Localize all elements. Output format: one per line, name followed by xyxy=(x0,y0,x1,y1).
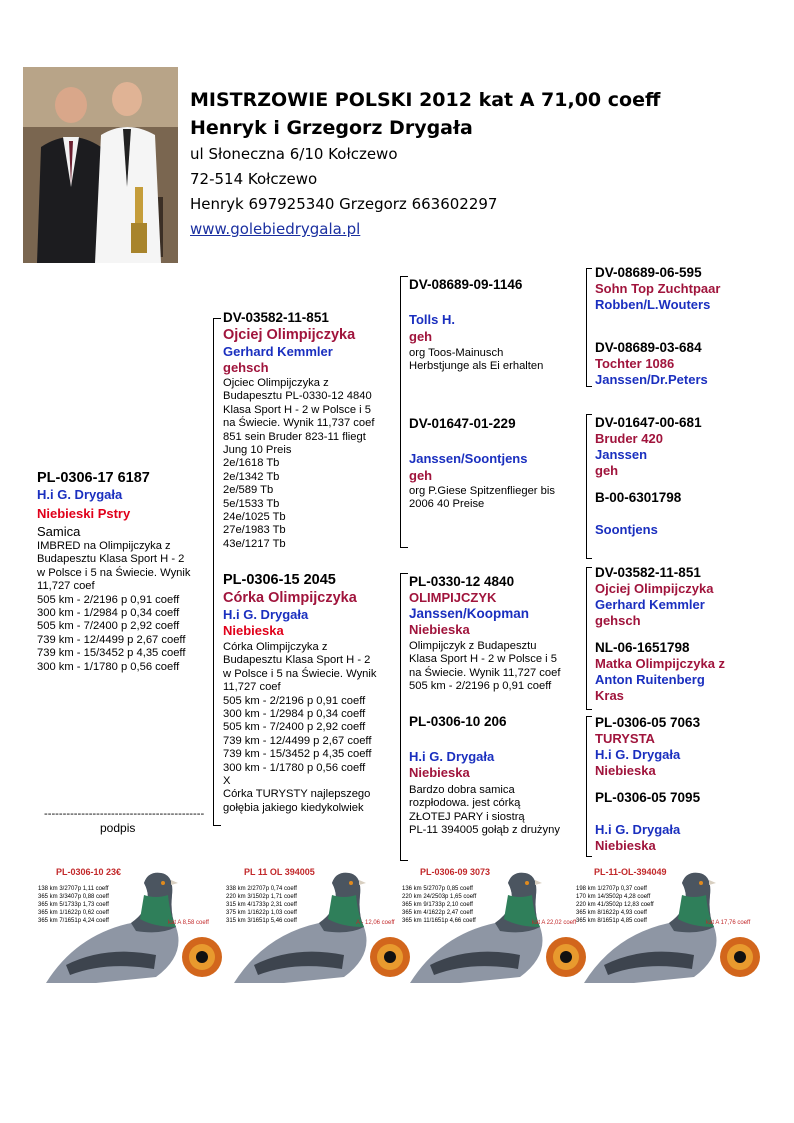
bracket-tick xyxy=(586,414,592,415)
gg-6 xyxy=(595,640,725,704)
gg-2-line2: Janssen/Dr.Peters xyxy=(595,372,708,387)
bracket-tick xyxy=(586,558,592,559)
bracket-tick xyxy=(586,268,592,269)
gg-1-line1: Sohn Top Zuchtpaar xyxy=(595,281,721,296)
pigeon-photo-label: PL 11 OL 394005 xyxy=(244,867,315,877)
fm-color: geh xyxy=(409,468,433,483)
mf-name: OLIMPIJCZYK xyxy=(409,590,497,605)
mf-notes: Olimpijczyk z Budapesztu Klasa Sport H - 2 w Polsce i 5 na Świecie. Wynik 11,727 coef 505 km - 2/2196 p 0,91 coeff xyxy=(409,640,561,693)
gg-3-line1: Bruder 420 xyxy=(595,431,663,446)
gg-6-line2: Anton Ruitenberg xyxy=(595,672,705,687)
bracket-tick xyxy=(586,386,592,387)
phones: Henryk 697925340 Grzegorz 663602297 xyxy=(190,195,498,213)
ff-color: geh xyxy=(409,329,433,344)
owners-photo xyxy=(23,67,178,263)
pigeon-photo-card xyxy=(574,865,766,985)
main-color: Niebieski Pstry xyxy=(37,506,131,521)
gg-8-line1: H.i G. Drygała xyxy=(595,822,681,837)
father xyxy=(223,310,374,551)
gg-2-line1: Tochter 1086 xyxy=(595,356,675,371)
mother-ring: PL-0306-15 2045 xyxy=(223,572,336,588)
pigeon-photo-stats: 136 km 5/2707p 0,85 coeff 220 km 24/2503p 1,65 coeff 365 km 9/1733p 2,10 coeff 365 km 4/1622p 2,47 coeff 365 km 11/1651p 4,66 coeff xyxy=(402,886,477,924)
gg-7-ring: PL-0306-05 7063 xyxy=(595,715,701,730)
mm-notes: Bardzo dobra samica rozpłodowa. jest córką ZŁOTEJ PARY i siostrą PL-11 394005 gołąb z drużyny xyxy=(409,784,560,837)
gg-6-ring: NL-06-1651798 xyxy=(595,640,690,655)
mother xyxy=(223,571,376,815)
bracket-tick xyxy=(400,547,408,548)
father-name: Ojciej Olimpijczyka xyxy=(223,327,356,343)
gg-8 xyxy=(595,790,700,854)
header xyxy=(190,86,660,242)
gg-5-line3: gehsch xyxy=(595,613,641,628)
fm-breeder: Janssen/Soontjens xyxy=(409,451,528,466)
gg-3-ring: DV-01647-00-681 xyxy=(595,415,702,430)
gg-7 xyxy=(595,715,700,779)
mf-ring: PL-0330-12 4840 xyxy=(409,574,515,589)
pigeon-photo-card xyxy=(224,865,416,985)
mother-color: Niebieska xyxy=(223,623,284,638)
main-notes: IMBRED na Olimpijczyka z Budapesztu Klasa Sport H - 2 w Polsce i 5 na Świecie. Wynik 11,727 coef 505 km - 2/2196 p 0,91 coeff 300 km - 1/2984 p 0,34 coeff 505 km - 7/2400 p 2,92 coeff 739 km - 12/4499 p 2,67 coeff 739 km - 15/3452 p 4,35 coeff 300 km - 1/1780 p 0,56 coeff xyxy=(37,540,191,673)
gg-4-line1: Soontjens xyxy=(595,522,658,537)
gg-7-line2: H.i G. Drygała xyxy=(595,747,681,762)
mm-ring: PL-0306-10 206 xyxy=(409,714,507,729)
pigeon-photo-label: PL-11-OL-394049 xyxy=(594,867,667,877)
bracket-parents xyxy=(213,318,214,825)
bracket-tick xyxy=(400,860,408,861)
bracket-ff-parents xyxy=(586,268,587,386)
bracket-tick xyxy=(586,856,592,857)
pigeon-photo-stats: 198 km 1/2707p 0,37 coeff 170 km 14/3502p 4,28 coeff 220 km 41/3502p 12,83 coeff 365 km 8/1622p 4,93 coeff 365 km 8/1651p 4,85 coeff xyxy=(576,886,654,924)
gg-5-ring: DV-03582-11-851 xyxy=(595,565,701,580)
bracket-father-parents xyxy=(400,276,401,547)
bracket-tick xyxy=(213,825,221,826)
mm-owner: H.i G. Drygała xyxy=(409,749,495,764)
mother-father xyxy=(409,574,560,694)
gg-2 xyxy=(595,340,708,388)
ff-ring: DV-08689-09-1146 xyxy=(409,277,523,292)
gg-6-line1: Matka Olimpijczyka z xyxy=(595,656,726,671)
bracket-mf-parents xyxy=(586,567,587,709)
ff-notes: org Toos-Mainusch Herbstjunge als Ei erhalten xyxy=(409,347,544,373)
mother-owner: H.i G. Drygała xyxy=(223,607,309,622)
pigeon-photo-label: PL-0306-09 3073 xyxy=(420,867,491,877)
bracket-tick xyxy=(586,716,592,717)
signature-label: podpis xyxy=(100,821,136,835)
gg-5-line2: Gerhard Kemmler xyxy=(595,597,705,612)
gg-1-line2: Robben/L.Wouters xyxy=(595,297,711,312)
website-link[interactable]: www.golebiedrygala.pl xyxy=(190,220,361,238)
bracket-tick xyxy=(400,276,408,277)
bracket-tick xyxy=(213,318,221,319)
fm-ring: DV-01647-01-229 xyxy=(409,416,516,431)
fm-notes: org P.Giese Spitzenflieger bis 2006 40 Preise xyxy=(409,485,555,511)
father-color: gehsch xyxy=(223,360,269,375)
gg-7-line1: TURYSTA xyxy=(595,731,655,746)
owners-photo-image xyxy=(23,67,178,263)
bracket-mm-parents xyxy=(586,716,587,856)
pigeon-photo-stats: 338 km 2/2707p 0,74 coeff 220 km 3/1502p 1,71 coeff 315 km 4/1733p 2,31 coeff 375 km 1/1622p 1,03 coeff 315 km 3/1651p 5,46 coeff xyxy=(226,886,297,924)
pigeon-photo-coeff: kat A 17,76 coeff xyxy=(706,920,751,926)
bracket-tick xyxy=(586,709,592,710)
page-title: MISTRZOWIE POLSKI 2012 kat A 71,00 coeff xyxy=(190,89,661,111)
pigeon-photo-coeff: kat A 8,58 coeff xyxy=(168,920,209,926)
owners-name: Henryk i Grzegorz Drygała xyxy=(190,117,473,139)
gg-4 xyxy=(595,490,681,538)
pigeon-photo-stats: 138 km 3/2707p 1,11 coeff 365 km 3/3407p 0,88 coeff 365 km 5/1733p 1,73 coeff 365 km 1/1622p 0,62 coeff 365 km 7/1651p 4,24 coeff xyxy=(38,886,109,924)
bracket-mother-parents xyxy=(400,573,401,860)
gg-5-line1: Ojciej Olimpijczyka xyxy=(595,581,714,596)
gg-7-line3: Niebieska xyxy=(595,763,656,778)
gg-3-line2: Janssen xyxy=(595,447,648,462)
mf-color: Niebieska xyxy=(409,622,470,637)
gg-4-ring: B-00-6301798 xyxy=(595,490,682,505)
gg-8-line2: Niebieska xyxy=(595,838,656,853)
father-ring: DV-03582-11-851 xyxy=(223,310,329,325)
signature-line: ------------------------------------------- xyxy=(44,808,205,820)
mother-name: Córka Olimpijczyka xyxy=(223,590,357,606)
pigeon-photo-coeff: kat A 22,02 coeff xyxy=(532,920,577,926)
main-owner: H.i G. Drygała xyxy=(37,487,123,502)
main-sex: Samica xyxy=(37,524,81,539)
address-line-2: 72-514 Kołczewo xyxy=(190,170,318,188)
gg-6-line3: Kras xyxy=(595,688,624,703)
gg-3-line3: geh xyxy=(595,463,619,478)
bracket-tick xyxy=(400,573,408,574)
gg-5 xyxy=(595,565,714,629)
address-line-1: ul Słoneczna 6/10 Kołczewo xyxy=(190,145,398,163)
ff-breeder: Tolls H. xyxy=(409,312,455,327)
father-mother xyxy=(409,416,555,512)
mother-notes: Córka Olimpijczyka z Budapesztu Klasa Sport H - 2 w Polsce i 5 na Świecie. Wynik 11,727 coef 505 km - 2/2196 p 0,91 coeff 300 km - 1/2984 p 0,34 coeff 505 km - 7/2400 p 2,92 coeff 739 km - 12/4499 p 2,67 coeff 739 km - 15/3452 p 4,35 coeff 300 km - 1/1780 p 0,56 coeff X Córka TURYSTY najlepszego gołębia jakiego kiedykolwiek xyxy=(223,641,377,814)
bracket-tick xyxy=(586,567,592,568)
gg-1 xyxy=(595,265,720,313)
bracket-fm-parents xyxy=(586,414,587,558)
gg-2-ring: DV-08689-03-684 xyxy=(595,340,702,355)
gg-8-ring: PL-0306-05 7095 xyxy=(595,790,701,805)
father-father xyxy=(409,277,543,374)
main-ring: PL-0306-17 6187 xyxy=(37,470,150,486)
pigeon-photo-coeff: A - 12,06 coeff xyxy=(356,920,395,926)
pigeon-photo-card xyxy=(400,865,592,985)
mother-mother xyxy=(409,714,560,838)
mm-color: Niebieska xyxy=(409,765,470,780)
mf-breeder: Janssen/Koopman xyxy=(409,606,530,621)
gg-3 xyxy=(595,415,702,479)
main-pigeon xyxy=(37,469,190,674)
pigeon-photo-label: PL-0306-10 23€ xyxy=(56,867,122,877)
father-notes: Ojciec Olimpijczyka z Budapesztu PL-0330-12 4840 Klasa Sport H - 2 w Polsce i 5 na Świecie. Wynik 11,737 coef 851 sein Bruder 823-11 fliegt Jung 10 Preis 2e/1618 Tb 2e/1342 Tb 2e/589 Tb 5e/1533 Tb 24e/1025 Tb 27e/1983 Tb 43e/1217 Tb xyxy=(223,377,375,550)
gg-1-ring: DV-08689-06-595 xyxy=(595,265,702,280)
pigeon-photo-card xyxy=(36,865,228,985)
father-breeder: Gerhard Kemmler xyxy=(223,344,333,359)
